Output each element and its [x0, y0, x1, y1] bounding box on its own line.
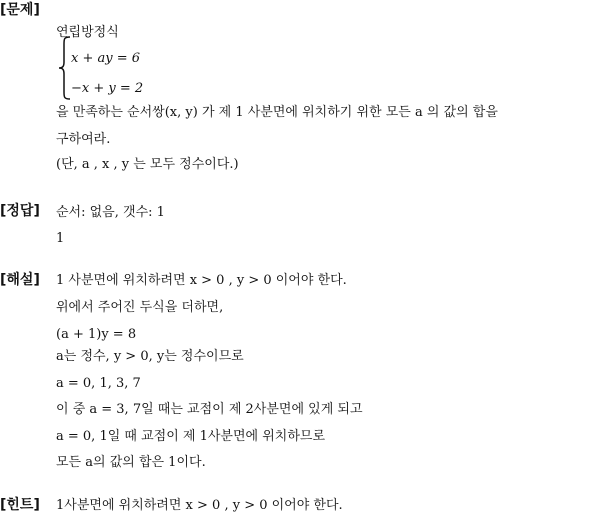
- problem-label: [문제]: [0, 2, 40, 18]
- problem-intro: 연립방정식: [56, 25, 119, 40]
- explanation-line: a = 0, 1, 3, 7: [56, 376, 141, 391]
- explanation-line: (a + 1)y = 8: [56, 327, 137, 342]
- explanation-line: 모든 a의 값의 합은 1이다.: [56, 455, 206, 470]
- explanation-line: a는 정수, y > 0, y는 정수이므로: [56, 349, 244, 364]
- explanation-line: 위에서 주어진 두식을 더하면,: [56, 300, 224, 315]
- explanation-label: [해설]: [0, 272, 40, 288]
- hint-label: [힌트]: [0, 497, 40, 513]
- explanation-line: 1 사분면에 위치하려면 x > 0 , y > 0 이어야 한다.: [56, 273, 347, 288]
- problem-statement-line-1: 을 만족하는 순서쌍(x, y) 가 제 1 사분면에 위치하기 위한 모든 a 의 값의 합을: [56, 105, 498, 120]
- answer-value: 1: [56, 231, 65, 246]
- problem-statement-line-2: 구하여라.: [56, 132, 111, 147]
- system-equation-1: x + ay = 6: [71, 51, 141, 66]
- answer-summary: 순서: 없음, 갯수: 1: [56, 205, 165, 220]
- answer-label: [정답]: [0, 203, 40, 219]
- system-equation-2: −x + y = 2: [71, 81, 144, 96]
- explanation-line: a = 0, 1일 때 교점이 제 1사분면에 위치하므로: [56, 429, 326, 444]
- explanation-line: 이 중 a = 3, 7일 때는 교점이 제 2사분면에 있게 되고: [56, 402, 363, 417]
- problem-condition: (단, a , x , y 는 모두 정수이다.): [56, 157, 239, 172]
- hint-text: 1사분면에 위치하려면 x > 0 , y > 0 이어야 한다.: [56, 498, 343, 513]
- system-brace: [58, 36, 72, 100]
